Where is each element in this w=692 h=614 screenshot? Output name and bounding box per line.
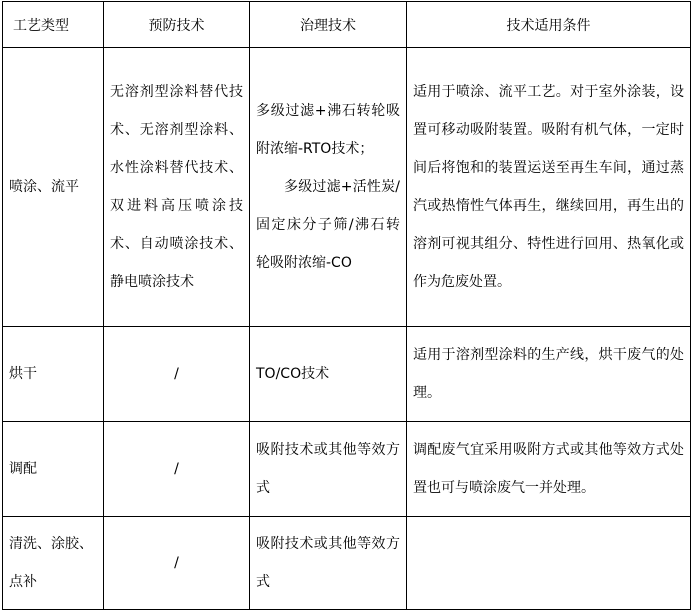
process-type-cell: 喷涂、流平 [3,48,104,327]
prevention-cell: 无溶剂型涂料替代技术、无溶剂型涂料、水性涂料替代技术、双进料高压喷涂技术、自动喷涂技术、静电喷涂技术 [104,48,250,327]
condition-cell: 适用于溶剂型涂料的生产线，烘干废气的处理。 [407,327,691,422]
condition-cell: 适用于喷涂、流平工艺。对于室外涂装，设置可移动吸附装置。吸附有机气体，一定时间后将饱和的装置运送至再生车间，通过蒸汽或热惰性气体再生，继续回用，再生出的溶剂可视其组分、特性进行回用、热氧化或作为危废处置。 [407,48,691,327]
header-prevention-tech: 预防技术 [104,2,250,48]
treatment-cell: TO/CO技术 [250,327,407,422]
condition-cell: 调配废气宜采用吸附方式或其他等效方式处置也可与喷涂废气一并处理。 [407,422,691,517]
table-row [3,517,691,610]
prevention-cell: / [104,422,250,517]
treatment-line: 多级过滤+活性炭/固定床分子筛/沸石转轮吸附浓缩-CO [256,179,400,271]
technology-table [2,1,691,610]
header-row [3,2,691,48]
header-process-type: 工艺类型 [3,2,104,48]
header-treatment-tech: 治理技术 [250,2,407,48]
table-row [3,422,691,517]
process-type-cell: 烘干 [3,327,104,422]
table-row [3,327,691,422]
prevention-cell: / [104,327,250,422]
process-type-cell: 调配 [3,422,104,517]
treatment-cell: 吸附技术或其他等效方式 [250,517,407,610]
condition-cell [407,517,691,610]
process-type-cell: 清洗、涂胶、点补 [3,517,104,610]
header-applicable-conditions: 技术适用条件 [407,2,691,48]
treatment-cell [250,48,407,327]
prevention-cell: / [104,517,250,610]
treatment-line: 多级过滤+沸石转轮吸附浓缩-RTO技术； [256,103,400,157]
treatment-cell: 吸附技术或其他等效方式 [250,422,407,517]
table-row [3,48,691,327]
